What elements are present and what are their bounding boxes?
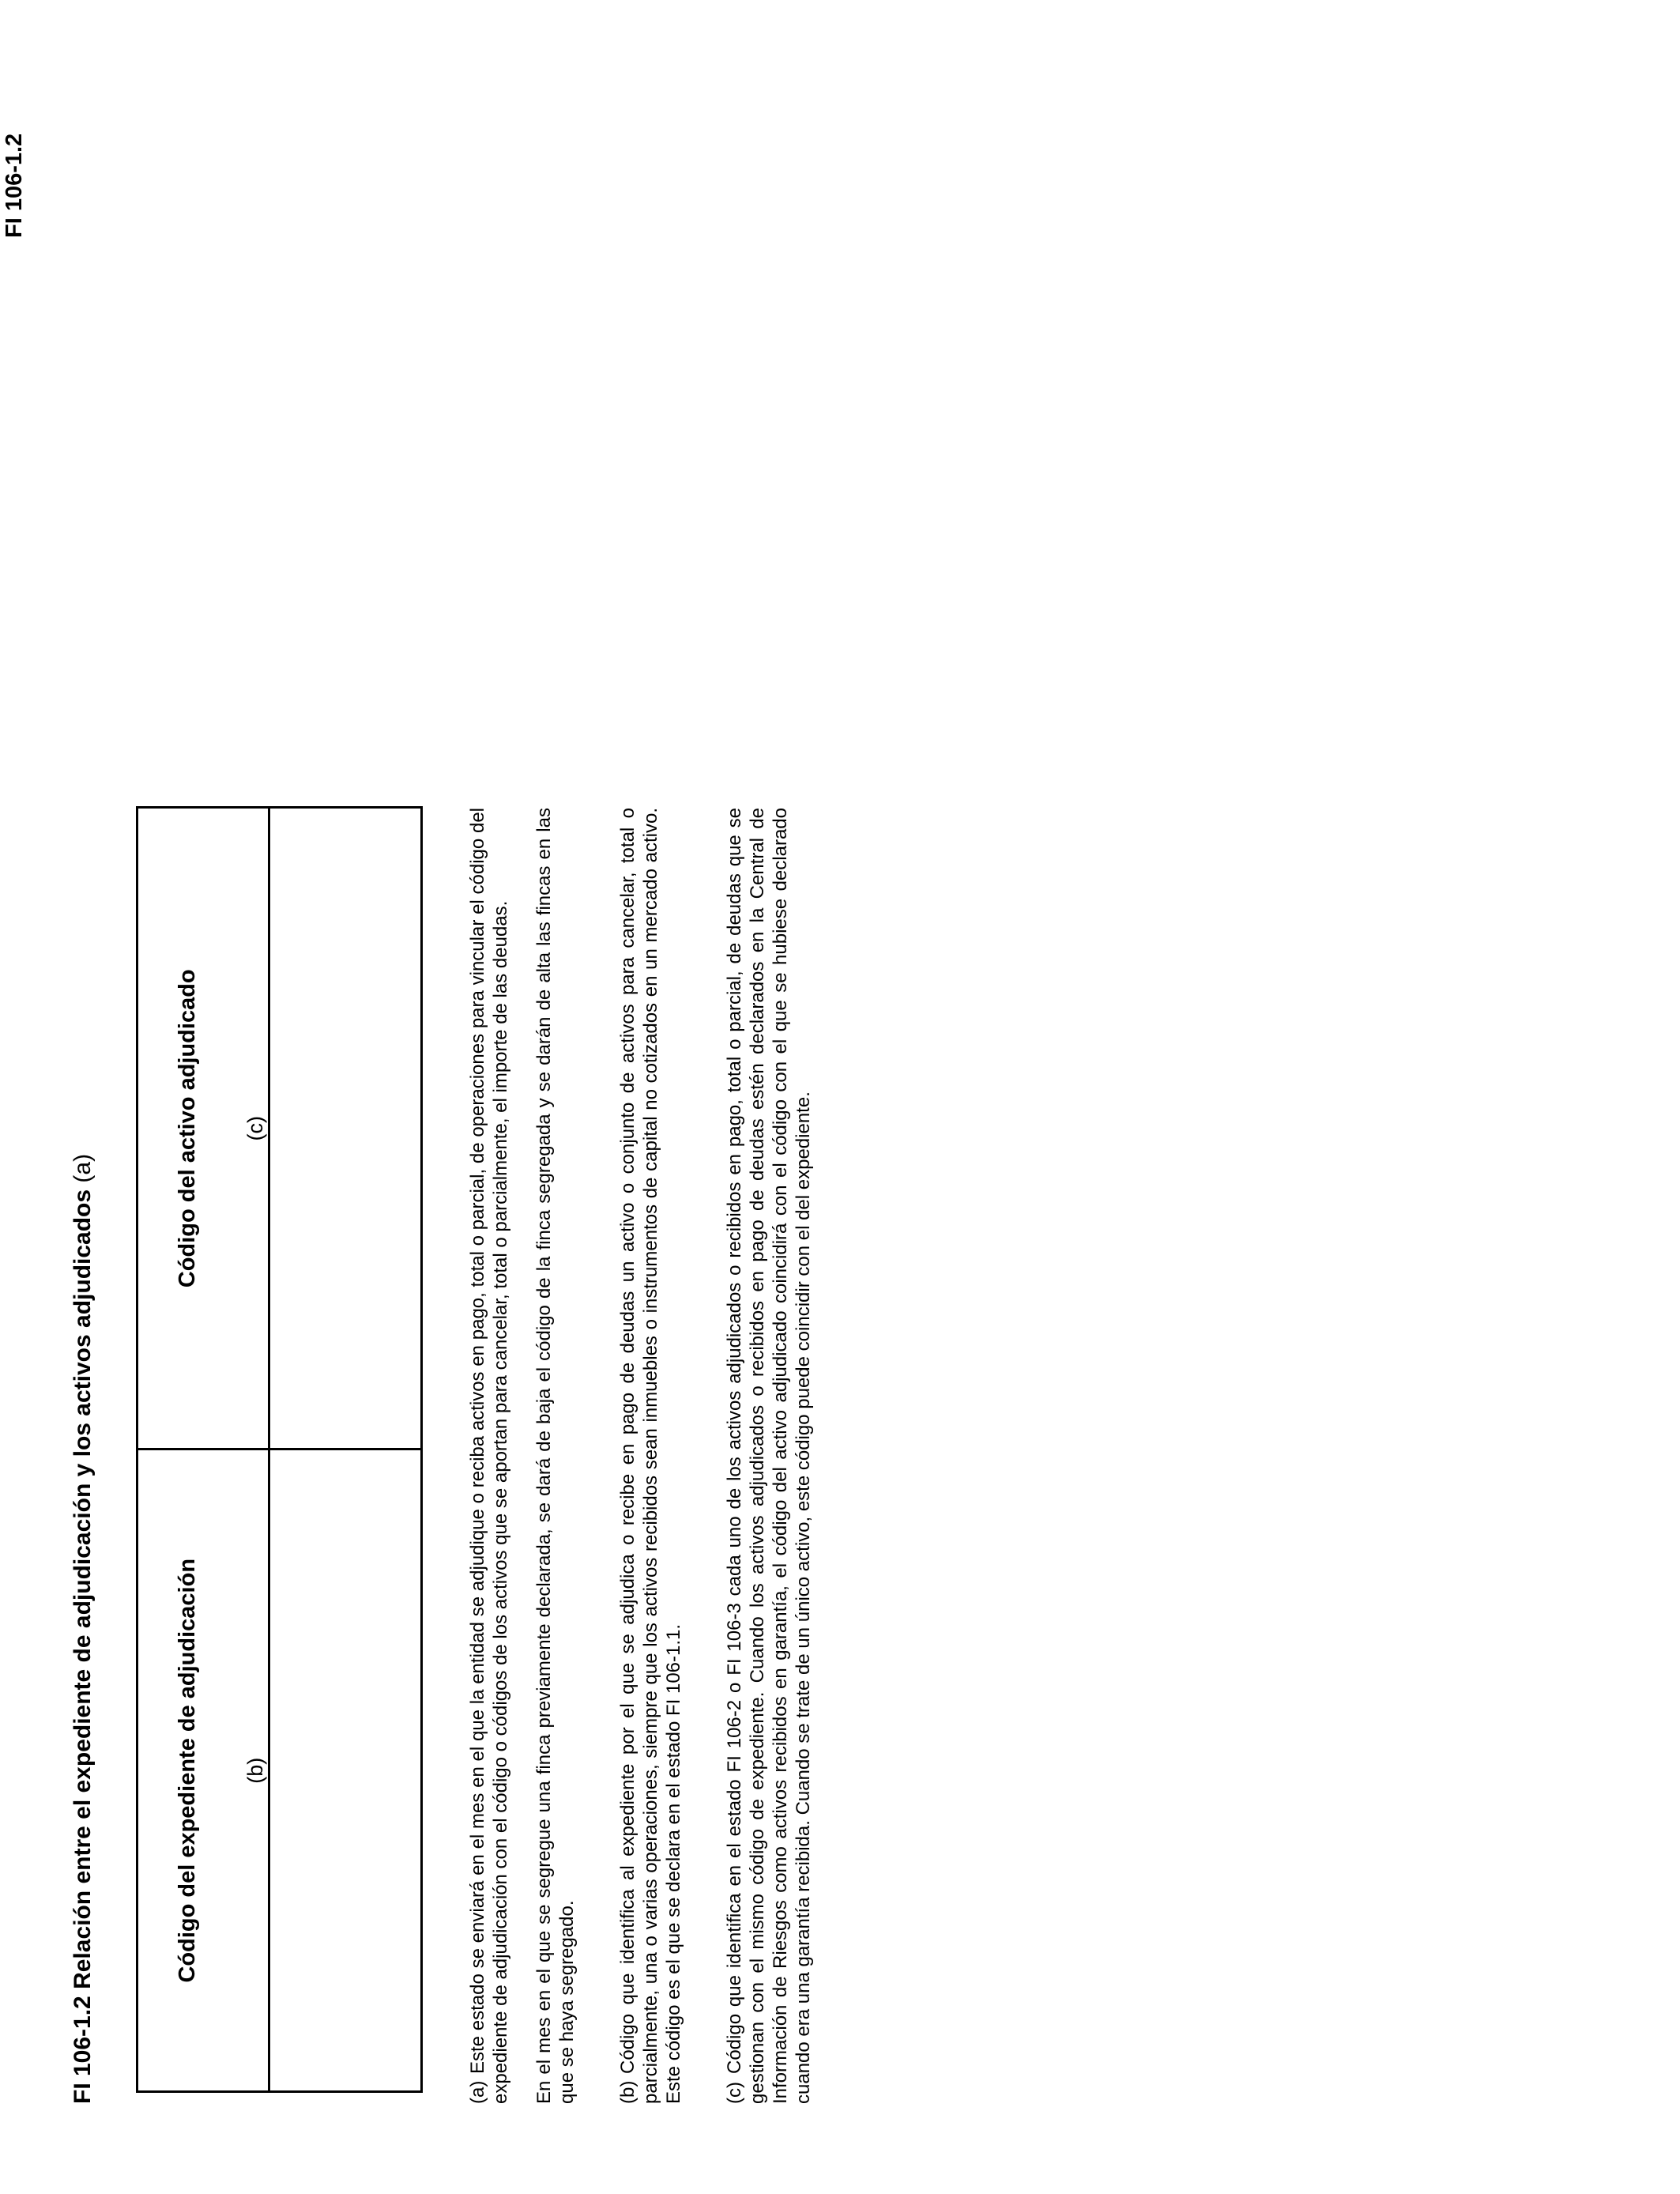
footnote-b: [616, 808, 685, 2104]
footnote-text: Código que identifica en el estado FI 106-2 o FI 106-3 cada uno de los activos adjudicados o recibidos en pago, total o parcial, de deudas que se gestionan con el mismo código de expediente. Cuando los activos adjudicados o recibidos en pago de deudas estén declarados en la Central de Información de Riesgos como activos recibidos en garantía, el código del activo adjudicado coincidirá con el código con el que se hubiese declarado cuando era una garantía recibida. Cuando se trate de un único activo, este código puede coincidir con el del expediente.: [724, 808, 814, 2104]
form-title-note-ref: (a): [70, 1153, 96, 1183]
footnote-mark: (c): [724, 2082, 745, 2104]
column-note-letter: (b): [243, 1757, 267, 1784]
column-title: Código del activo adjudicado: [175, 969, 200, 1288]
table-row: [269, 808, 422, 2092]
footnote-text: Código que identifica al expediente por el que se adjudica o recibe en pago de deudas un activo o conjunto de activos para cancelar, total o parcialmente, una o varias operaciones, siempre que los activos recibidos sean inmuebles o instrumentos de capital no cotizados en un mercado activo. Este código es el que se declara en el estado FI 106-1.1.: [617, 808, 684, 2104]
column-note-letter: (c): [243, 1116, 267, 1141]
column-title: Código del expediente de adjudicación: [175, 1558, 200, 1983]
table-cell-activo[interactable]: [269, 808, 422, 1450]
footnote-c: [723, 808, 815, 2104]
table-header-row: [137, 808, 269, 2092]
relation-table: [136, 806, 423, 2093]
footnote-text: En el mes en el que se segregue una finca previamente declarada, se dará de baja el código de la finca segregada y se darán de alta las fincas en las que se haya segregado.: [533, 808, 578, 2104]
column-header-activo: [137, 808, 269, 1450]
table-cell-expediente[interactable]: [269, 1449, 422, 2092]
column-header-expediente: [137, 1449, 269, 2092]
form-title-text: FI 106-1.2 Relación entre el expediente de adjudicación y los activos adjudicados: [70, 1189, 96, 2104]
footnote-a: [466, 808, 512, 2104]
footnotes: [466, 808, 835, 2104]
footnote-text: Este estado se enviará en el mes en el que la entidad se adjudique o reciba activos en pago, total o parcial, de operaciones para vincular el código del expediente de adjudicación con el código o códigos de los activos que se aportan para cancelar, total o parcialmente, el importe de las deudas.: [467, 808, 511, 2104]
footnote-mark: (b): [617, 2080, 638, 2104]
form-title: [70, 1154, 96, 2104]
footnote-mark: (a): [467, 2080, 488, 2104]
footnote-a-continued: [533, 808, 578, 2104]
page-code: FI 106-1.2: [2, 133, 27, 238]
